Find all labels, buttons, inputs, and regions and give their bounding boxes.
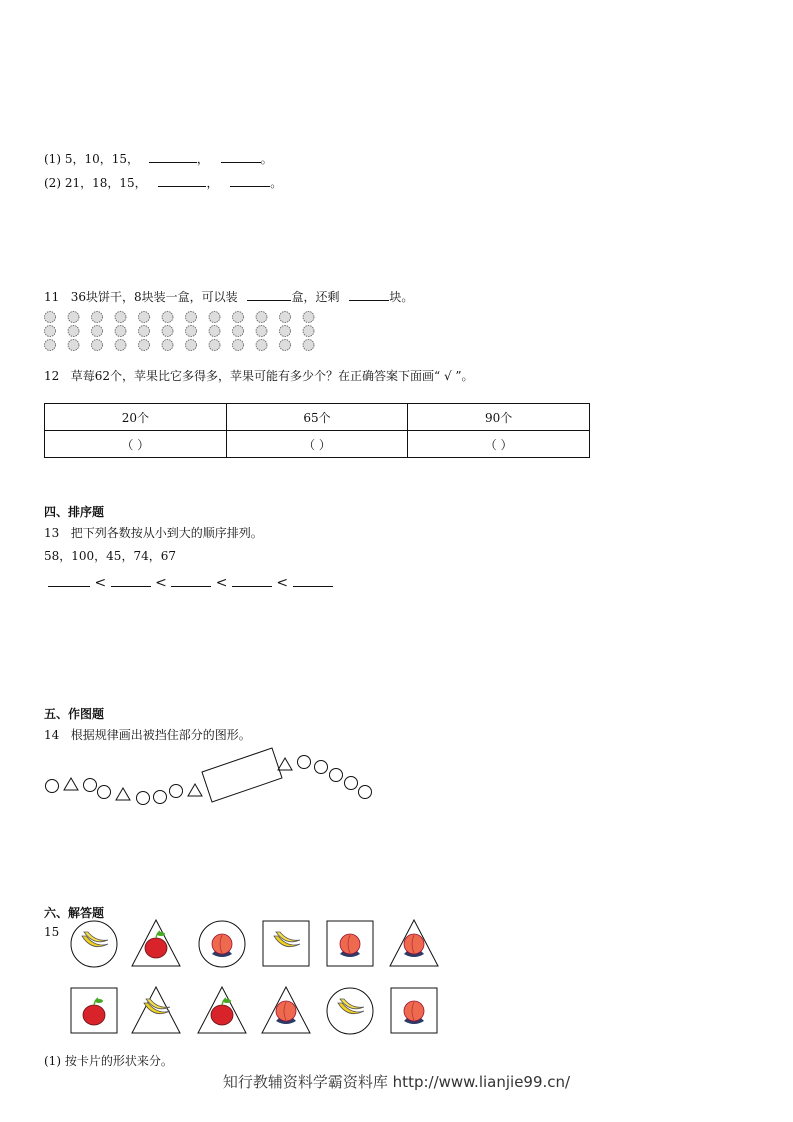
q14-text: 14 根据规律画出被挡住部分的图形。 (44, 728, 251, 742)
section-title: 五、作图题 (44, 707, 105, 721)
square-banana-card (260, 918, 312, 973)
circle-shape (46, 780, 59, 793)
cookie-icon (233, 340, 244, 351)
q10-part2: (2) 21，18，15， ， 。 (44, 176, 283, 190)
triangle-peach-card (260, 985, 312, 1040)
answer-slot[interactable]: （ ） (226, 431, 408, 458)
q13-numbers: 58，100，45，74，67 (44, 549, 176, 563)
cookie-icon (256, 340, 267, 351)
cookie-icon (233, 312, 244, 323)
option-cell: 65个 (226, 404, 408, 431)
answer-blank[interactable] (221, 150, 261, 163)
cookie-icon (280, 312, 291, 323)
cookie-icon (233, 326, 244, 337)
answer-slot[interactable]: （ ） (408, 431, 590, 458)
answer-blank[interactable] (171, 574, 211, 587)
triangle-shape (64, 778, 78, 790)
cookie-icon (162, 312, 173, 323)
triangle-shape (188, 784, 202, 796)
circle-shape (315, 761, 328, 774)
answer-blank[interactable] (111, 574, 151, 587)
cookie-icon (209, 326, 220, 337)
circle-shape (137, 792, 150, 805)
option-cell: 90个 (408, 404, 590, 431)
cookie-icon (45, 312, 56, 323)
triangle-shape (116, 788, 130, 800)
circle-shape (330, 769, 343, 782)
cookie-icon (68, 340, 79, 351)
circle-banana-card (324, 985, 376, 1040)
table-row (45, 431, 590, 458)
cookie-icon (139, 326, 150, 337)
cookie-icon (139, 312, 150, 323)
cookie-icon (162, 326, 173, 337)
banana-icon (82, 932, 108, 947)
answer-blank[interactable] (293, 574, 333, 587)
peach-icon (340, 934, 360, 957)
cookie-icon (280, 340, 291, 351)
answer-blank[interactable] (158, 174, 206, 187)
triangle-shape (278, 758, 292, 770)
q15-sub1: (1) 按卡片的形状来分。 (44, 1054, 173, 1068)
cookie-icon (139, 340, 150, 351)
cookies-grid (42, 308, 322, 354)
table-row (45, 404, 590, 431)
triangle-peach-card (388, 918, 440, 973)
cookie-icon (256, 326, 267, 337)
circle-shape (298, 756, 311, 769)
cookie-icon (115, 312, 126, 323)
cookie-icon (209, 312, 220, 323)
square-peach-card (324, 918, 376, 973)
cookie-icon (68, 326, 79, 337)
cookie-icon (303, 340, 314, 351)
peach-icon (404, 1001, 424, 1024)
cookie-icon (115, 326, 126, 337)
answer-blank[interactable] (230, 174, 270, 187)
answer-blank[interactable] (232, 574, 272, 587)
cover-rectangle (202, 748, 282, 802)
q13-text: 13 把下列各数按从小到大的顺序排列。 (44, 526, 263, 540)
cookie-icon (162, 340, 173, 351)
cookie-icon (303, 326, 314, 337)
q13-order-row: < < < < (48, 574, 333, 591)
circle-shape (359, 786, 372, 799)
cookie-icon (209, 340, 220, 351)
cookie-icon (186, 312, 197, 323)
cookie-icon (45, 340, 56, 351)
square-apple-card (68, 985, 120, 1040)
triangle-banana-card (130, 985, 182, 1040)
pattern-figure (40, 742, 380, 808)
cookie-icon (303, 312, 314, 323)
cookie-icon (45, 326, 56, 337)
peach-icon (212, 934, 232, 957)
triangle-apple-card (196, 985, 248, 1040)
answer-blank[interactable] (48, 574, 90, 587)
apple-icon (83, 998, 105, 1025)
banana-icon (274, 932, 300, 947)
q10-part1: (1) 5，10，15， ， 。 (44, 152, 273, 166)
answer-slot[interactable]: （ ） (45, 431, 227, 458)
section-title: 六、解答题 (44, 906, 105, 920)
circle-shape (154, 791, 167, 804)
circle-banana-card (68, 918, 120, 973)
banana-icon (338, 999, 364, 1014)
q15-number: 15 (44, 925, 60, 939)
circle-shape (170, 785, 183, 798)
square-peach-card (388, 985, 440, 1040)
triangle-apple-card (130, 918, 182, 973)
option-cell: 20个 (45, 404, 227, 431)
circle-shape (98, 786, 111, 799)
cookie-icon (186, 340, 197, 351)
circle-peach-card (196, 918, 248, 973)
answer-blank[interactable] (149, 150, 197, 163)
answer-blank[interactable] (247, 288, 291, 301)
cookie-icon (256, 312, 267, 323)
q11-text: 11 36块饼干，8块装一盒，可以装 盒，还剩 块。 (44, 290, 414, 304)
cookie-icon (186, 326, 197, 337)
cookie-icon (68, 312, 79, 323)
q12-text: 12 草莓62个，苹果比它多得多，苹果可能有多少个？在正确答案下面画“ √ ”。 (44, 369, 474, 383)
peach-icon (404, 934, 424, 957)
cookie-icon (92, 326, 103, 337)
circle-shape (84, 779, 97, 792)
peach-icon (276, 1001, 296, 1024)
answer-blank[interactable] (349, 288, 389, 301)
cookie-icon (92, 340, 103, 351)
q12-answer-table (44, 403, 590, 458)
cookie-icon (280, 326, 291, 337)
circle-shape (345, 777, 358, 790)
footer-watermark: 知行教辅资料学霸资料库 http://www.lianjie99.cn/ (222, 1073, 571, 1091)
section-title: 四、排序题 (44, 505, 105, 519)
cookie-icon (115, 340, 126, 351)
cookie-icon (92, 312, 103, 323)
